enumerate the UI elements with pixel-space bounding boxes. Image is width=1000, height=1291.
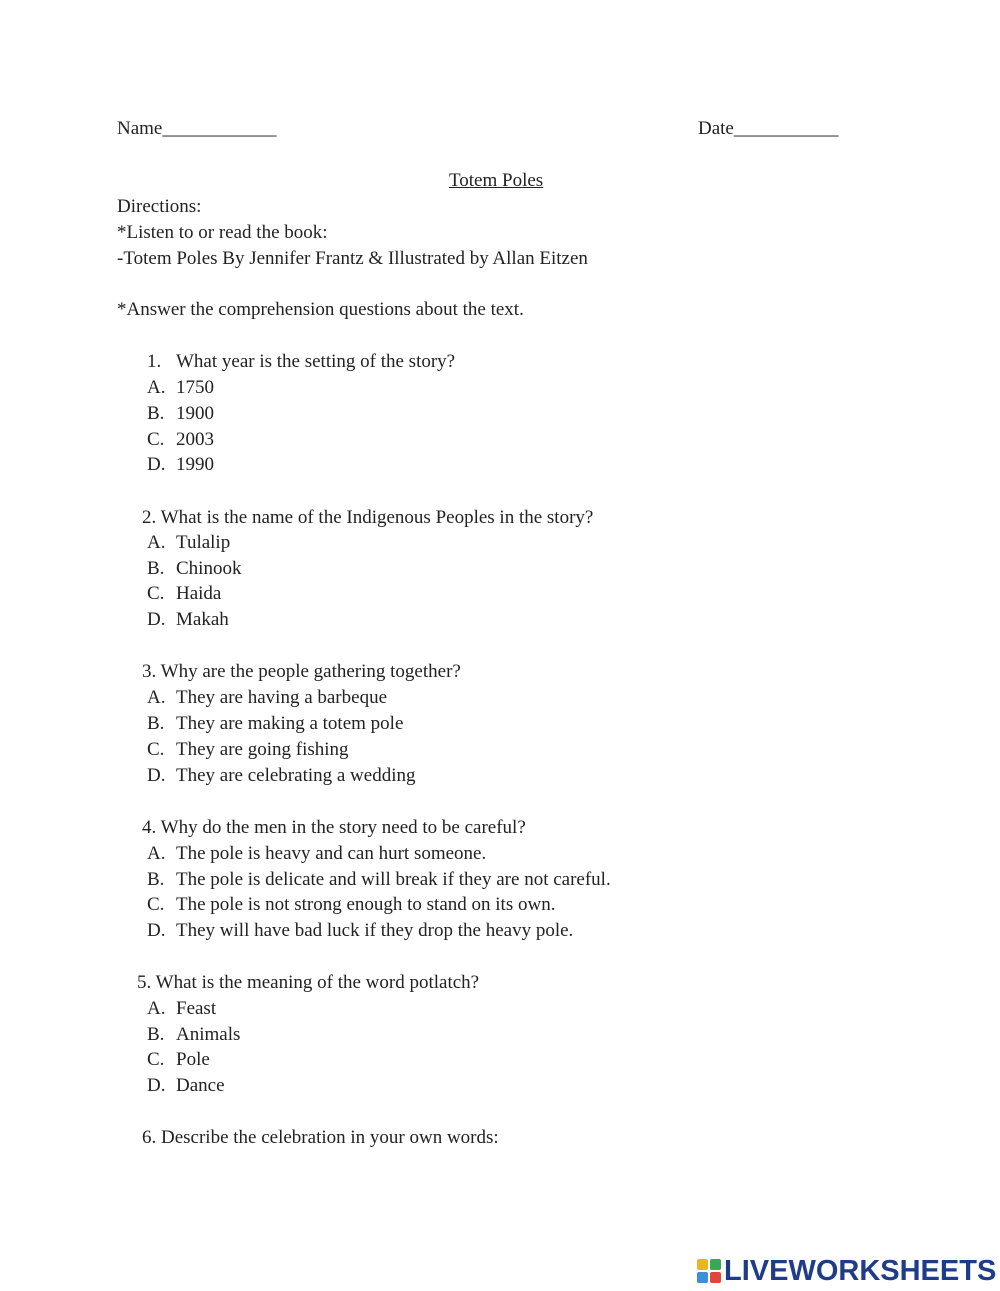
option-letter: D.: [147, 920, 166, 941]
option-letter: C.: [147, 429, 165, 450]
directions-line-answer: *Answer the comprehension questions about the text.: [117, 299, 524, 320]
option-text: They are having a barbeque: [176, 687, 388, 708]
option-text: Feast: [176, 998, 217, 1019]
answer-option[interactable]: [147, 454, 214, 476]
option-text: They will have bad luck if they drop the heavy pole.: [176, 920, 574, 941]
option-text: The pole is heavy and can hurt someone.: [176, 843, 487, 864]
liveworksheets-logo-icon: [697, 1259, 721, 1283]
option-letter: B.: [147, 713, 165, 734]
directions-line-book: -Totem Poles By Jennifer Frantz & Illustrated by Allan Eitzen: [117, 248, 588, 269]
answer-option[interactable]: [147, 377, 214, 399]
option-letter: A.: [147, 532, 166, 553]
option-letter: B.: [147, 869, 165, 890]
question-number: 3.: [142, 661, 157, 682]
option-letter: D.: [147, 765, 166, 786]
answer-option[interactable]: [147, 532, 230, 554]
logo-tile: [697, 1259, 708, 1270]
option-letter: A.: [147, 687, 166, 708]
option-text: Tulalip: [176, 532, 231, 553]
answer-option[interactable]: [147, 558, 241, 580]
question-2: [142, 507, 593, 529]
option-text: Chinook: [176, 558, 242, 579]
option-letter: B.: [147, 1024, 165, 1045]
option-letter: B.: [147, 558, 165, 579]
question-text: Describe the celebration in your own words:: [161, 1127, 499, 1148]
option-letter: A.: [147, 998, 166, 1019]
question-text: What is the meaning of the word potlatch?: [155, 972, 480, 993]
question-text: Why are the people gathering together?: [160, 661, 461, 682]
answer-option[interactable]: [147, 1024, 240, 1046]
answer-option[interactable]: [147, 998, 216, 1020]
option-text: Haida: [176, 583, 222, 604]
option-text: Animals: [176, 1024, 241, 1045]
answer-option[interactable]: [147, 869, 611, 891]
question-number: 1.: [147, 351, 162, 372]
option-letter: C.: [147, 1049, 165, 1070]
option-letter: C.: [147, 894, 165, 915]
option-letter: D.: [147, 1075, 166, 1096]
option-letter: B.: [147, 403, 165, 424]
answer-option[interactable]: [147, 609, 229, 631]
question-3: [142, 661, 461, 683]
question-6: [142, 1127, 499, 1149]
option-letter: A.: [147, 843, 166, 864]
option-text: 2003: [176, 429, 214, 450]
answer-option[interactable]: [147, 713, 403, 735]
answer-option[interactable]: [147, 429, 214, 451]
option-text: Dance: [176, 1075, 225, 1096]
option-text: 1990: [176, 454, 214, 475]
question-5: [137, 972, 479, 994]
logo-tile: [710, 1272, 721, 1283]
question-text: What year is the setting of the story?: [176, 351, 456, 372]
option-letter: A.: [147, 377, 166, 398]
directions-line-listen: *Listen to or read the book:: [117, 222, 328, 243]
answer-option[interactable]: [147, 583, 221, 605]
question-text: Why do the men in the story need to be careful?: [160, 817, 526, 838]
directions-heading: Directions:: [117, 196, 202, 217]
option-letter: D.: [147, 454, 166, 475]
question-number: 2.: [142, 507, 157, 528]
question-4: [142, 817, 526, 839]
date-field-label: Date___________: [698, 118, 839, 139]
option-letter: C.: [147, 583, 165, 604]
answer-option[interactable]: [147, 1049, 210, 1071]
page-title: Totem Poles: [449, 170, 544, 191]
liveworksheets-brand: [697, 1255, 996, 1287]
logo-tile: [710, 1259, 721, 1270]
name-field-label: Name____________: [117, 118, 277, 139]
question-number: 5.: [137, 972, 152, 993]
option-letter: D.: [147, 609, 166, 630]
question-number: 4.: [142, 817, 157, 838]
option-text: They are making a totem pole: [176, 713, 404, 734]
option-text: The pole is not strong enough to stand on its own.: [176, 894, 556, 915]
option-text: 1900: [176, 403, 214, 424]
brand-name: LIVEWORKSHEETS: [724, 1255, 997, 1287]
answer-option[interactable]: [147, 843, 486, 865]
question-text: What is the name of the Indigenous Peoples in the story?: [160, 507, 594, 528]
option-text: 1750: [176, 377, 214, 398]
option-letter: C.: [147, 739, 165, 760]
option-text: The pole is delicate and will break if they are not careful.: [176, 869, 611, 890]
option-text: Pole: [176, 1049, 210, 1070]
answer-option[interactable]: [147, 739, 349, 761]
option-text: They are celebrating a wedding: [176, 765, 416, 786]
answer-option[interactable]: [147, 894, 555, 916]
question-1: [147, 351, 455, 373]
option-text: They are going fishing: [176, 739, 349, 760]
answer-option[interactable]: [147, 765, 416, 787]
question-number: 6.: [142, 1127, 157, 1148]
answer-option[interactable]: [147, 687, 387, 709]
answer-option[interactable]: [147, 920, 573, 942]
answer-option[interactable]: [147, 403, 214, 425]
option-text: Makah: [176, 609, 229, 630]
answer-option[interactable]: [147, 1075, 225, 1097]
logo-tile: [697, 1272, 708, 1283]
